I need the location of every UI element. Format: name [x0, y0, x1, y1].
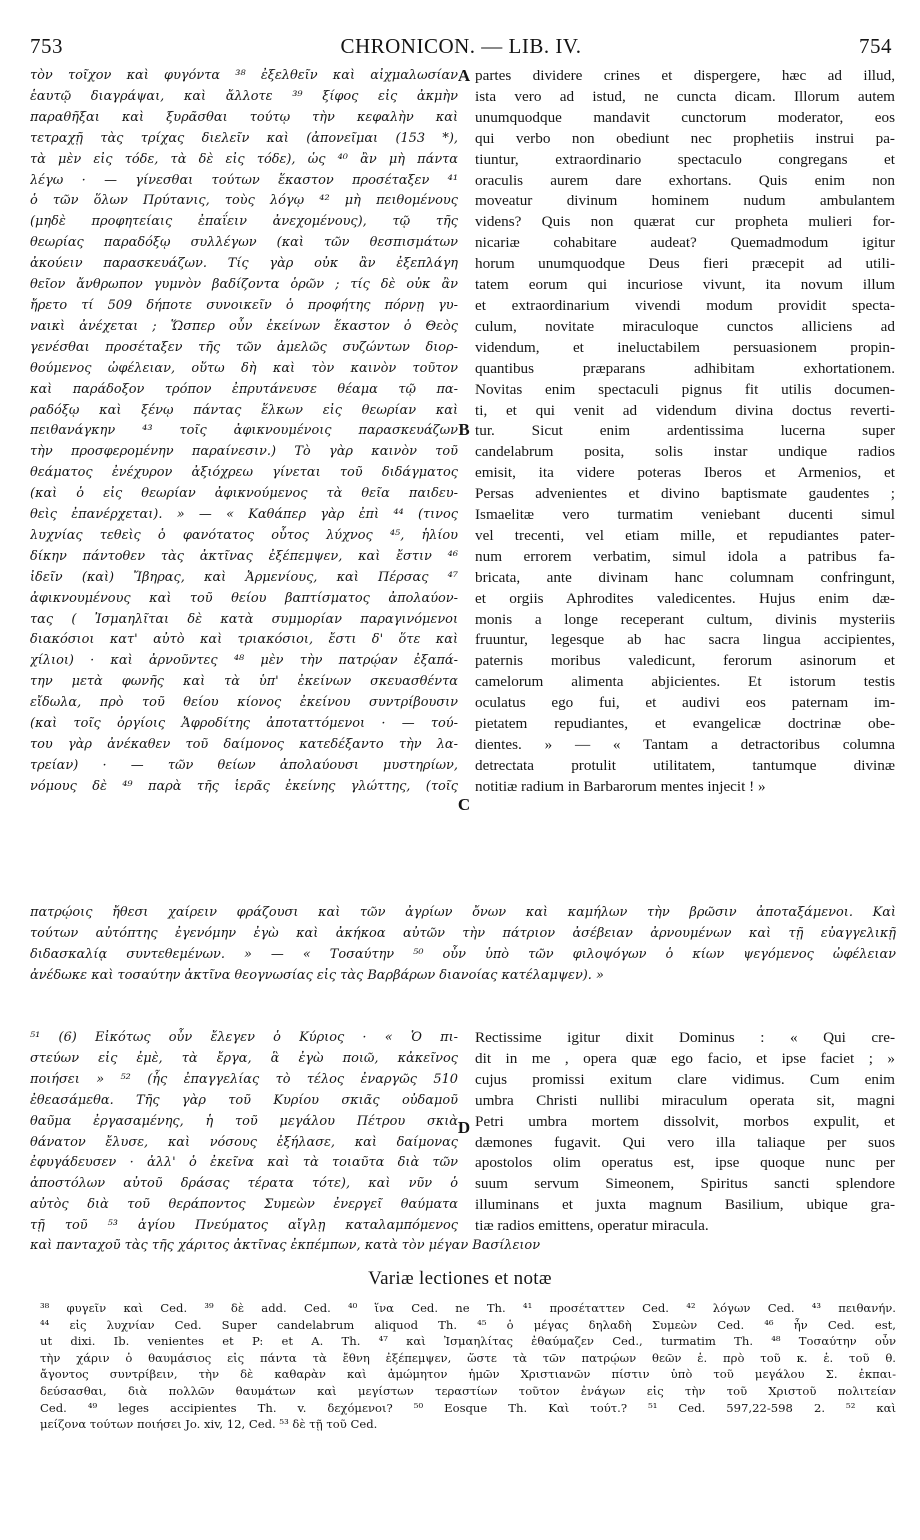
text-line: θεῖον ἄνθρωπον γυμνὸν βαδίζοντα ὁρῶν ; τίς δὲ οὐκ ἂν — [30, 277, 458, 293]
text-line: θεὶς ἐπανέρχεται). » — « Καθάπερ γὰρ ἐπὶ ⁴⁴ (τινος — [30, 507, 458, 523]
running-header — [30, 34, 892, 64]
text-line: χίλιοι) · καὶ ἀρνοῦντες ⁴⁸ μὲν τὴν πατρῴαν ἐξαπά- — [30, 653, 458, 669]
text-line: ³⁸ φυγεῖν καὶ Ced. ³⁹ δὲ add. Ced. ⁴⁰ ἵνα Ced. ne Th. ⁴¹ προσέταττεν Ced. ⁴² λόγων Ced. ⁴³ πειθανήν. — [40, 1301, 896, 1315]
text-line: tatem eorum qui incuriose vivunt, ita novum illum — [475, 276, 895, 294]
text-line: τρείαν) · — τῶν θείων ἀπολαύουσι μυστηρίων, — [30, 757, 458, 773]
margin-marker-a: A — [457, 66, 471, 85]
text-line: στεύων εἰς ἐμὲ, τὰ ἔργα, ἃ ἐγὼ ποιῶ, κἀκεῖνος — [30, 1050, 458, 1066]
greek-text-column — [30, 66, 458, 903]
text-line: notitiæ radium in Barbarorum mentes injecit ! » — [475, 777, 766, 795]
greek-tail-line — [30, 1236, 896, 1260]
text-line: την μετὰ φωνῆς καὶ τὰ ὑπ' ἐκείνων σκευασθέντα — [30, 674, 458, 690]
text-line: illuminans et juxta magnum Basilium, ubique gra- — [475, 1196, 895, 1214]
text-line: ραδόξῳ καὶ ξένῳ πάντας ἕλκων εἰς θεωρίαν καὶ — [30, 402, 458, 418]
text-line: videns? Quis non quærat cur propheta mulieri for- — [475, 213, 895, 231]
text-line: paternis moribus valedicunt, ferorum asinorum et — [475, 652, 895, 670]
text-line: του γὰρ ἀνέκαθεν τοῦ δαίμονος κατεδέξαντο τὴν λα- — [30, 737, 458, 752]
text-line: Rectissime igitur dixit Dominus : « Qui cre- — [475, 1029, 895, 1046]
text-line: τούτων αὐτόπτης ἐγενόμην ἐγὼ καὶ ἀκήκοα αὐτῶν τὴν πάτριον ἀσέβειαν ἀρνουμένων καὶ τῇ εὐαγγελικῇ — [30, 925, 896, 941]
text-line: ⁵¹ (6) Εἰκότως οὖν ἔλεγεν ὁ Κύριος · « Ὁ πι- — [30, 1030, 458, 1045]
text-line: ti, et qui venit ad videndum divina doctus reverti- — [475, 401, 895, 419]
text-line: ποιήσει » ⁵² (ἧς ἐπαγγελίας τὸ τέλος ἐναργῶς 510 — [30, 1071, 458, 1087]
text-line: qui verbo non obediunt nec prophetiis instrui pa- — [475, 129, 895, 147]
text-line: τὰ μὲν εἰς τόδε, τὰ δὲ εἰς τόδε), ὡς ⁴⁰ ἂν μὴ πάντα — [30, 151, 458, 167]
latin-text-column-lower — [475, 1028, 895, 1258]
text-line: πατρῴοις ἤθεσι χαίρειν φράζουσι καὶ τῶν ἀγρίων ὄνων καὶ καμήλων τὴν βρῶσιν ἀποταξάμενοι. Καὶ — [30, 905, 896, 920]
text-line: ναικὶ ἀνέχεται ; Ὥσπερ οὖν ἐκείνων ἕκαστον ὁ Θεὸς — [30, 318, 458, 334]
text-line: fruuntur, legesque ab hac sacra lingua accipientes, — [475, 631, 895, 649]
text-line: vel trecenti, vel etiam mille, et repudiantes pater- — [475, 526, 895, 544]
margin-marker-d: D — [457, 1118, 471, 1137]
text-line: oculatus ego fui, et audivi eos paternam im- — [475, 694, 895, 712]
text-line: ista vero ad istud, ne cuncta dicam. Illorum autem — [475, 87, 895, 105]
text-line: γενέσθαι προσέταξεν τῆς τῶν ἀμελῶς συζώντων διορ- — [30, 339, 458, 355]
text-line: ἀποστόλων αὐτοῦ δράσας τέρατα τότε), καὶ νῦν ὁ — [30, 1176, 458, 1192]
text-line: monis a longe receperant cultum, divinis mysteriis — [475, 610, 895, 628]
text-line: διδασκαλίᾳ συντεθεμένων. » — « Τοσαύτην ⁵⁰ οὖν ὑπὸ τῶν φιλοψόγων ὁ κίων ψεγόμενος ὠφέλειαν — [30, 946, 896, 962]
text-line: τὴν προσφερομένην παραίνεσιν.) Τὸ γὰρ καινὸν τοῦ — [30, 444, 458, 460]
text-line: suum servum Simeonem, Spiritus sancti splendore — [475, 1175, 895, 1193]
greek-full-width-text — [30, 903, 896, 1028]
notes-heading: Variæ lectiones et notæ — [368, 1268, 552, 1289]
text-line: ὁ τῶν ὅλων Πρύτανις, τοὺς λόγῳ ⁴² μὴ πειθομένους — [30, 193, 458, 209]
text-line: ἐθεασάμεθα. Τῆς γὰρ τοῦ Κυρίου σκιᾶς οὐδαμοῦ — [30, 1092, 458, 1108]
text-line: tiuntur, extraordinario spectaculo congregans et — [475, 150, 895, 168]
text-line: ἀνέδωκε καὶ τοσαύτην ἀκτῖνα θεογνωσίας εἰς τὰς Βαρβάρων διανοίας κατέλαμψεν). » — [30, 967, 604, 983]
text-line: νόμους δὲ ⁴⁹ παρὰ τῆς ἱερᾶς ἐκείνης γλώττης, (τοῖς — [30, 778, 458, 794]
text-line: pietatem repudiantes, et evangelicæ doctrinæ obe- — [475, 715, 895, 733]
text-line: et extraordinarium vivendi modum providit specta- — [475, 296, 895, 314]
margin-marker-b: B — [458, 420, 470, 439]
text-line: dæmones fugavit. Qui vero illa taliaque per suos — [475, 1133, 895, 1151]
text-line: umbra Christi nullibi miraculum operata sit, magni — [475, 1091, 895, 1109]
text-line: num errorem verbatim, simul idola a patribus fa- — [475, 547, 895, 565]
text-line: (καὶ τοῖς ὀργίοις Ἀφροδίτης ἀποταττόμενοι · — τού- — [30, 716, 458, 732]
text-line: τὴν χάριν ὁ θαυμάσιος εἰς πάντα τὰ ἔθνη ἐξέπεμψεν, ὥστε τὰ τῶν πατρῴων θεῶν ἑ. πρὸ τοῦ κ. ἑ. τοῦ θ. — [40, 1350, 896, 1365]
text-line: πειθανάγκην ⁴³ τοῖς ἀφικνουμένοις παρασκευάζων — [30, 423, 458, 439]
text-line: δεύσασθαι, διὰ πολλῶν θαυμάτων καὶ μεγίστων τεραστίων τοῦτον ἐνάγων εἰς τὴν τοῦ Χριστοῦ πολιτείαν — [40, 1383, 896, 1398]
text-line: dientes. » — « Tantam a detractoribus columna — [475, 736, 895, 753]
text-line: nicariæ cohabitare audeat? Quemadmodum igitur — [475, 234, 895, 252]
text-line: (καὶ ὁ εἰς θεωρίαν ἀφικνούμενος τὰ θεῖα παιδευ- — [30, 486, 458, 502]
text-line: Ismaelitæ vero turmatim veniebant ducenti simul — [475, 506, 895, 524]
text-line: θεάματος ἐνέχυρον ἀξιόχρεω γίνεται τοῦ διδάγματος — [30, 465, 458, 481]
text-line: apostolos olim operatus est, ipse quoque nunc per — [475, 1154, 895, 1172]
text-line: τὸν τοῖχον καὶ φυγόντα ³⁸ ἐξελθεῖν καὶ αἰχμαλωσίαν — [30, 68, 458, 83]
text-line: tur. Sicut enim ardentissima lucerna super — [475, 422, 895, 440]
text-line: (μηδὲ προφητείαις ἐπαΐειν ἀνεχομένους), τῷ τῆς — [30, 214, 458, 230]
text-line: καὶ παράδοξον τρόπον ἐπρυτάνευσε θέαμα τῷ πα- — [30, 381, 458, 397]
page-number-left: 753 — [30, 34, 63, 58]
text-line: partes dividere crines et dispergere, hæc ad illud, — [475, 67, 895, 84]
page-number-right: 754 — [859, 34, 892, 58]
text-line: διακόσιοι κατ' αὐτὸ καὶ τριακόσιοι, ἔστι δ' ὅτε καὶ — [30, 632, 458, 648]
text-line: quantibus præparans adhibitam exhortationem. — [475, 359, 895, 377]
text-line: τας ( Ἰσμαηλῖται δὲ κατὰ συμμορίαν παραγινόμενοι — [30, 611, 458, 627]
text-line: δίκην πάντοθεν τὰς ἀκτῖνας ἐξέπεμψεν, καὶ ἔστιν ⁴⁶ — [30, 548, 458, 564]
text-line: ἀκούειν παρασκευάζων. Τίς γὰρ οὐκ ἂν ἐξεπλάγη — [30, 256, 458, 272]
greek-text-column-lower — [30, 1028, 458, 1258]
text-line: θαῦμα ἐργασαμένης, ἡ τοῦ μεγάλου Πέτρου σκιὰ — [30, 1113, 458, 1129]
text-line: camelorum alimenta abjicientes. Et istorum testis — [475, 673, 895, 691]
text-line: θούμενος ὠφέλειαν, οὕτω δὴ καὶ τὸν καινὸν τοῦτον — [30, 360, 458, 376]
text-line: παραθῆξαι καὶ ξυρᾶσθαι τούτῳ τὴν κεφαλὴν καὶ — [30, 109, 458, 125]
text-line: moveatur divinum hominem nudum ambulantem — [475, 192, 895, 210]
text-line: ἑαυτῷ διαγράψαι, καὶ ἄλλοτε ³⁹ ξίφος εἰς ἀκμὴν — [30, 88, 458, 104]
text-line: ⁴⁴ εἰς λυχνίαν Ced. Super candelabrum aliquod Th. ⁴⁵ ὁ μέγας δηλαδὴ Συμεὼν Ced. ⁴⁶ ἦν Ced. est, — [40, 1317, 896, 1332]
text-line: tiæ radios emittens, operatur miracula. — [475, 1217, 709, 1235]
text-line: culum, novitate miraculoque cunctos alliciens ad — [475, 317, 895, 335]
text-line: dit in me , opera quæ ego facio, et ipse faciet ; » — [475, 1049, 895, 1067]
text-line: horum unumquodque Deus fieri præcepit ad utili- — [475, 255, 895, 273]
text-line: emisit, ita videre poteras Iberos et Armenios, et — [475, 464, 895, 482]
text-line: μείζονα τούτων ποιήσει Jo. xiv, 12, Ced. ⁵³ δὲ τῇ τοῦ Ced. — [40, 1417, 378, 1432]
text-line: εἴδωλα, πρὸ τοῦ θείου κίονος ἐκείνου συντρίβουσιν — [30, 695, 458, 711]
text-line: ἄγοντος συντρίβειν, τὴν δὲ καθαρὰν καὶ ἀμώμητον ἡμῶν Χριστιανῶν πίστιν ὑπὸ τοῦ μεγάλου Σ. ἐκπαι- — [40, 1367, 896, 1382]
text-line: ἰδεῖν (καὶ) Ἴβηρας, καὶ Ἀρμενίους, καὶ Πέρσας ⁴⁷ — [30, 569, 458, 585]
text-line: λέγω · — γίνεσθαι τούτων ἕκαστον προσέταξεν ⁴¹ — [30, 172, 458, 188]
text-line: unumquodque mandavit cunctorum moderator, eos — [475, 108, 895, 126]
text-line: Ced. ⁴⁹ leges accipientes Th. v. δεχόμενοι? ⁵⁰ Eosque Th. Καὶ τούτ.? ⁵¹ Ced. 597,22-598 2. ⁵² καὶ — [40, 1400, 896, 1415]
margin-marker-c: C — [457, 795, 471, 814]
text-line: Novitas enim spectaculi pignus fit utilis documen- — [475, 380, 895, 398]
text-line: ἀφικνουμένους καὶ τοῦ θείου βαπτίσματος ἀπολαύον- — [30, 590, 458, 606]
text-line: candelabrum posita, solis instar undique radios — [475, 443, 895, 461]
text-line: αὐτὸς διὰ τοῦ θεράποντος Συμεὼν ἐνεργεῖ θαύματα — [30, 1197, 458, 1213]
text-line: θεωρίας παραδόξῳ συλλέγων (καὶ τῶν θεσπισμάτων — [30, 235, 458, 251]
text-line: τετραχῇ τὰς τρίχας διελεῖν καὶ (ἀπονεῖμαι (153 *), — [30, 130, 458, 146]
text-line: Persas advenientes et divino baptismate gaudentes ; — [475, 485, 895, 503]
variant-notes — [40, 1300, 896, 1468]
text-line: λυχνίας τεθεὶς ὁ φανότατος οὗτος λύχνος ⁴⁵, ἡλίου — [30, 527, 458, 543]
text-line: videndum, et ineluctabilem persuasionem propin- — [475, 338, 895, 356]
text-line: cujus promissi exitum clare vidimus. Cum enim — [475, 1070, 895, 1088]
text-line: καὶ πανταχοῦ τὰς τῆς χάριτος ἀκτῖνας ἐκπέμπων, κατὰ τὸν μέγαν Βασίλειον — [30, 1238, 541, 1253]
text-line: Petri umbra mortem dissolvit, morbos expulit, et — [475, 1112, 895, 1130]
running-title: CHRONICON. — LIB. IV. — [340, 34, 582, 58]
text-line: θάνατον ἔλυσε, καὶ νόσους ἐξήλασε, καὶ δαίμονας — [30, 1134, 458, 1150]
latin-text-column — [475, 66, 895, 903]
text-line: detrectata protulit utilitatem, tantumque divinæ — [475, 756, 895, 774]
text-line: et orgiis Aphrodites valedicentes. Hujus enim dæ- — [475, 589, 895, 607]
text-line: bricata, ante divinam hanc columnam confringunt, — [475, 568, 895, 586]
text-line: oraculis aurem dare exhortans. Quis enim non — [475, 171, 895, 189]
text-line: τῇ τοῦ ⁵³ ἁγίου Πνεύματος αἴγλῃ καταλαμπόμενος — [30, 1218, 458, 1234]
text-line: ἤρετο τί 509 δήποτε συνοικεῖν ὁ προφήτης πόρνῃ γυ- — [30, 297, 458, 313]
text-line: ut dixi. Ib. venientes et P: et A. Th. ⁴⁷ καὶ Ἰσμαηλίτας ἐθαύμαζεν Ced., turmatim Th. ⁴⁸ Τοσαύτην οὖν — [40, 1334, 896, 1349]
text-line: ἐφυγάδευσεν · ἀλλ' ὁ ἐκεῖνα καὶ τὰ τοιαῦτα διὰ τῶν — [30, 1155, 458, 1171]
